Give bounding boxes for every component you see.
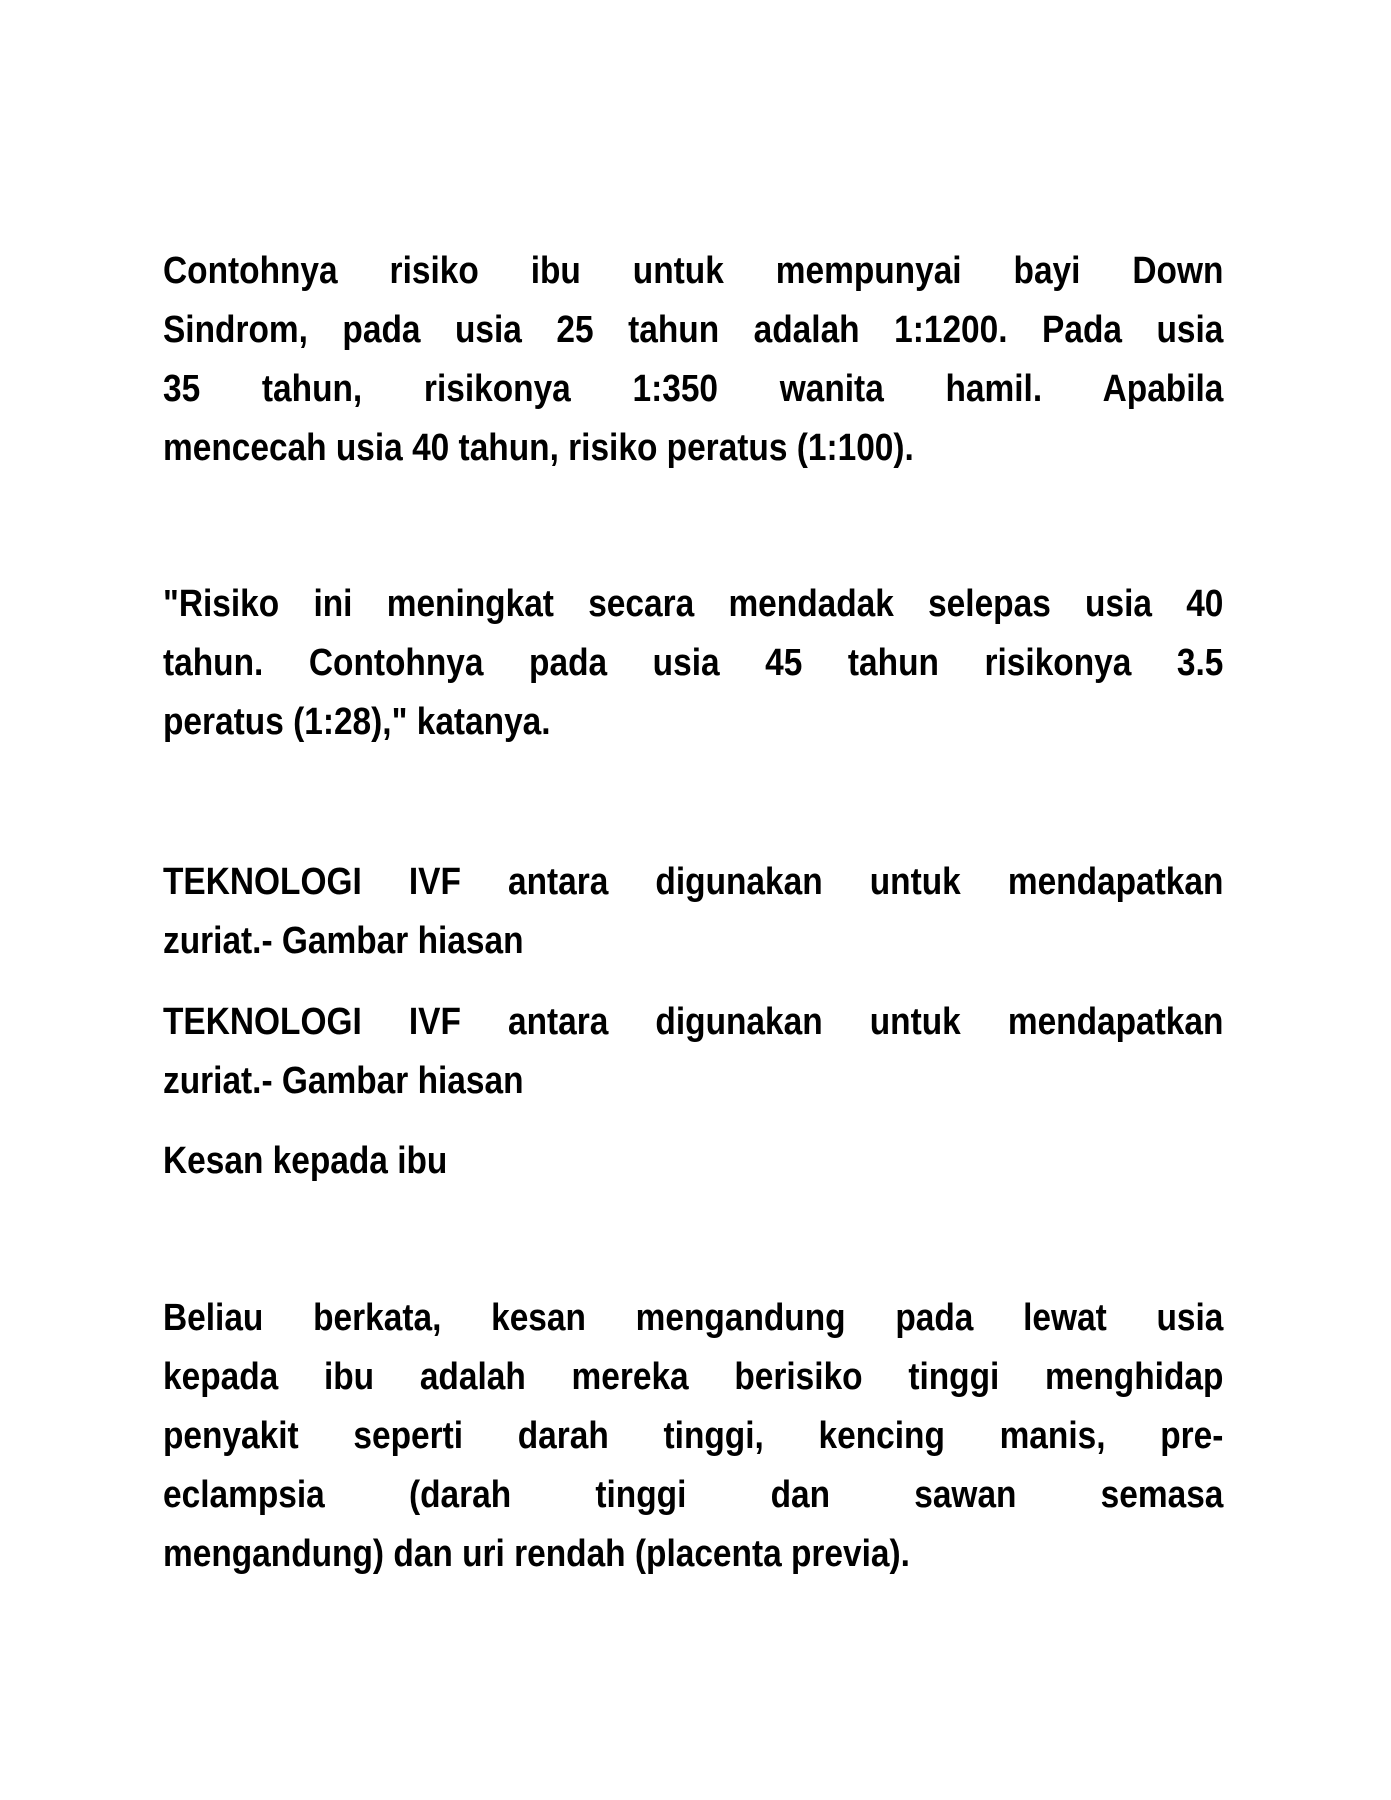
text-line: 35 tahun, risikonya 1:350 wanita hamil. Apabila [163,368,1224,410]
text-line: zuriat.- Gambar hiasan [163,1060,524,1102]
paragraph-risk-quote [163,575,1223,752]
paragraph-ivf-caption-1 [163,853,1223,971]
paragraph-down-syndrome-risk [163,242,1223,478]
paragraph-ivf-caption-2 [163,993,1223,1111]
text-line: peratus (1:28)," katanya. [163,701,551,743]
text-line: Contohnya risiko ibu untuk mempunyai bayi Down [163,250,1224,292]
text-line: mengandung) dan uri rendah (placenta previa). [163,1533,910,1575]
paragraph-kesan-body [163,1289,1223,1584]
text-line: mencecah usia 40 tahun, risiko peratus (1:100). [163,427,914,469]
text-line: Kesan kepada ibu [163,1140,448,1182]
article-text-block [163,242,1223,1584]
text-line: tahun. Contohnya pada usia 45 tahun risikonya 3.5 [163,642,1224,684]
text-line: eclampsia (darah tinggi dan sawan semasa [163,1474,1224,1516]
text-line: Beliau berkata, kesan mengandung pada lewat usia [163,1297,1224,1339]
text-line: "Risiko ini meningkat secara mendadak selepas usia 40 [163,583,1224,625]
text-line: zuriat.- Gambar hiasan [163,920,524,962]
text-line: TEKNOLOGI IVF antara digunakan untuk mendapatkan [163,861,1224,903]
heading-kesan-kepada-ibu [163,1132,1223,1191]
text-line: Sindrom, pada usia 25 tahun adalah 1:1200. Pada usia [163,309,1224,351]
text-line: kepada ibu adalah mereka berisiko tinggi menghidap [163,1356,1224,1398]
text-line: TEKNOLOGI IVF antara digunakan untuk mendapatkan [163,1001,1224,1043]
text-line: penyakit seperti darah tinggi, kencing manis, pre- [163,1415,1224,1457]
